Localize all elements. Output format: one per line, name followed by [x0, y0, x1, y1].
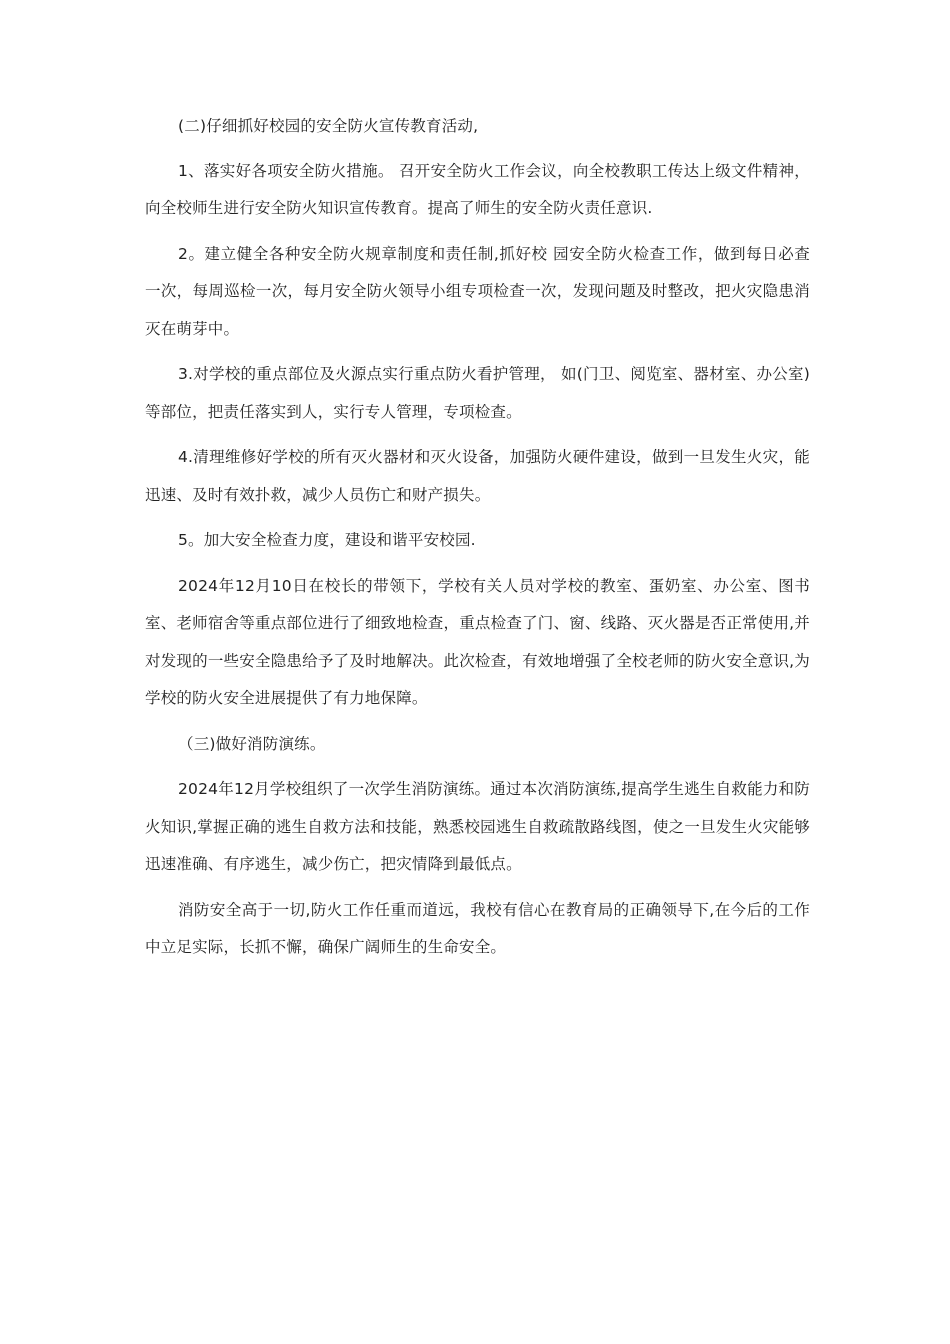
- paragraph-item-2: 2。建立健全各种安全防火规章制度和责任制,抓好校 园安全防火检查工作，做到每日必查一次，每周巡检一次，每月安全防火领导小组专项检查一次，发现问题及时整改，把火灾隐患消灭在萌芽中。: [145, 244, 810, 338]
- paragraph-conclusion: 消防安全高于一切,防火工作任重而道远，我校有信心在教育局的正确领导下,在今后的工作中立足实际，长抓不懈，确保广阔师生的生命安全。: [145, 900, 810, 956]
- paragraph-item-3: 3.对学校的重点部位及火源点实行重点防火看护管理， 如(门卫、阅览室、器材室、办公室)等部位，把责任落实到人，实行专人管理，专项检查。: [145, 365, 810, 421]
- paragraph-drill: 2024年12月学校组织了一次学生消防演练。通过本次消防演练,提高学生逃生自救能力和防火知识,掌握正确的逃生自救方法和技能，熟悉校园逃生自救疏散路线图，使之一旦发生火灾能够迅速准确、有序逃生，减少伤亡，把灾情降到最低点。: [145, 780, 810, 873]
- paragraph-item-1: 1、落实好各项安全防火措施。 召开安全防火工作会议，向全校教职工传达上级文件精神，向全校师生进行安全防火知识宣传教育。提高了师生的安全防火责任意识.: [145, 161, 810, 217]
- paragraph-inspection: 2024年12月10日在校长的带领下，学校有关人员对学校的教室、蛋奶室、办公室、图书室、老师宿舍等重点部位进行了细致地检查，重点检查了门、窗、线路、灭火器是否正常使用,并对发现的一些安全隐患给予了及时地解决。此次检查，有效地增强了全校老师的防火安全意识,为学校的防火安全进展提供了有力地保障。: [145, 576, 810, 707]
- section-heading-publicity: (二)仔细抓好校园的安全防火宣传教育活动,: [178, 117, 479, 135]
- paragraph-item-5: 5。加大安全检查力度，建设和谐平安校园.: [178, 531, 476, 549]
- section-heading-drill: （三)做好消防演练。: [178, 734, 326, 753]
- paragraph-item-4: 4.清理维修好学校的所有灭火器材和灭火设备，加强防火硬件建设，做到一旦发生火灾，能迅速、及时有效扑救，减少人员伤亡和财产损失。: [145, 448, 810, 504]
- document-body: [145, 108, 810, 967]
